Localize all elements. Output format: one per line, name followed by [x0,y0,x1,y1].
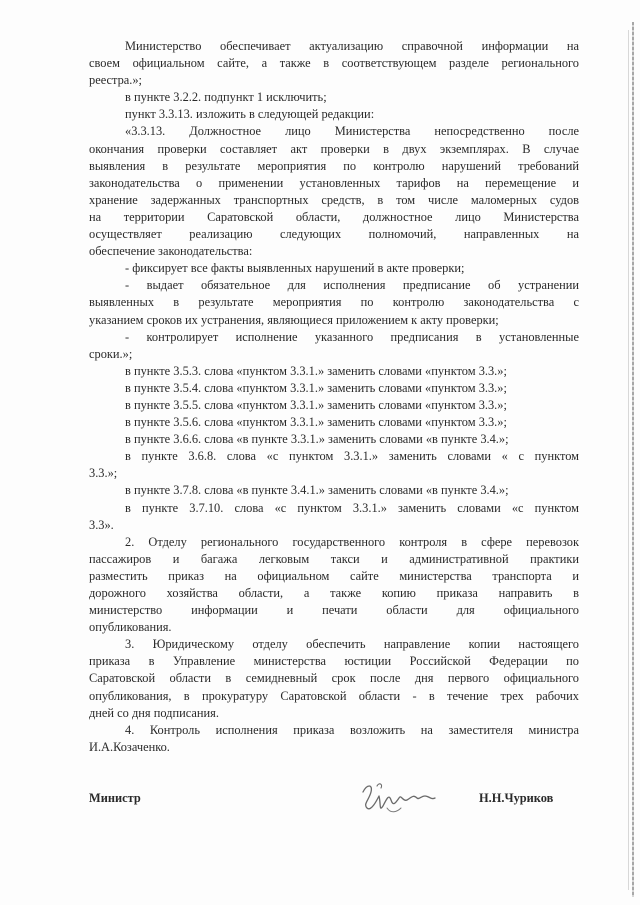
signatory-name: Н.Н.Чуриков [479,791,554,805]
text-line: законодательства о применении установленных тарифов на перемещение и [89,175,579,190]
text-line: на территории Саратовской области, должностное лицо Министерства [89,209,579,224]
text-line: реестра.»; [89,73,142,88]
text-line: в пункте 3.5.4. слова «пунктом 3.3.1.» заменить словами «пунктом 3.3.»; [125,380,507,395]
text-line: выявления в результате мероприятия по контролю нарушений требований [89,158,579,173]
text-line: в пункте 3.5.3. слова «пунктом 3.3.1.» заменить словами «пунктом 3.3.»; [125,363,507,378]
text-line: осуществляет реализацию следующих полномочий, направленных на [89,227,579,242]
scan-edge-line [628,30,629,890]
text-line: пункт 3.3.13. изложить в следующей редакции: [125,107,375,122]
order-text [89,38,579,756]
text-line: в пункте 3.5.5. слова «пунктом 3.3.1.» заменить словами «пунктом 3.3.»; [125,397,507,412]
text-line: 3.3». [89,517,114,532]
text-line: - контролирует исполнение указанного предписания в установленные [125,329,579,344]
text-line: в пункте 3.7.8. слова «в пункте 3.4.1.» заменить словами «в пункте 3.4.»; [125,483,509,498]
text-line: 2. Отделу регионального государственного контроля в сфере перевозок [125,534,579,549]
text-line: приказа в Управление министерства юстиции Российской Федерации по [89,654,579,669]
text-line: опубликования. [89,620,172,635]
text-line: пассажиров и багажа легковым такси и административной практики [89,551,579,566]
text-line: в пункте 3.6.6. слова «в пункте 3.3.1.» заменить словами «в пункте 3.4.»; [125,432,509,447]
text-line: опубликования, в прокуратуру Саратовской области - в течение трех рабочих [89,688,579,703]
text-line: сроки.»; [89,346,133,361]
text-line: 3. Юридическому отделу обеспечить направление копии настоящего [125,637,579,652]
text-line: - выдает обязательное для исполнения предписание об устранении [125,278,579,293]
text-line: разместить приказ на официальном сайте министерства транспорта и [89,568,579,583]
text-line: выявленных в результате мероприятия по контролю законодательства с [89,295,579,310]
text-line: 3.3.»; [89,466,118,481]
text-line: своем официальном сайте, а также в соответствующем разделе регионального [89,56,579,71]
signature-block [89,786,581,816]
text-line: - фиксирует все факты выявленных нарушений в акте проверки; [125,261,465,276]
text-line: Саратовской области в семидневный срок после дня первого официального [89,671,579,686]
signatory-role: Министр [89,791,141,805]
text-line: в пункте 3.5.6. слова «пунктом 3.3.1.» заменить словами «пунктом 3.3.»; [125,415,507,430]
handwritten-signature [357,778,441,818]
scan-edge-mark [632,22,634,897]
text-line: дней со дня подписания. [89,705,219,720]
text-line: обеспечение законодательства: [89,244,253,259]
text-line: министерство информации и печати области для официального [89,603,579,618]
text-line: указанием сроков их устранения, являющиеся приложением к акту проверки; [89,312,499,327]
text-line: И.А.Козаченко. [89,739,170,754]
text-line: в пункте 3.7.10. слова «с пунктом 3.3.1.» заменить словами «с пунктом [125,500,579,515]
text-line: хранение задержанных транспортных средств, в том числе маломерных судов [89,192,579,207]
text-line: «3.3.13. Должностное лицо Министерства непосредственно после [125,124,579,139]
text-line: в пункте 3.2.2. подпункт 1 исключить; [125,90,327,105]
text-line: в пункте 3.6.8. слова «с пунктом 3.3.1.» заменить словами « с пунктом [125,449,579,464]
text-line: 4. Контроль исполнения приказа возложить на заместителя министра [125,722,579,737]
text-line: Министерство обеспечивает актуализацию справочной информации на [125,39,579,53]
text-line: окончания проверки составляет акт проверки в двух экземплярах. В случае [89,141,579,156]
text-line: дорожного хозяйства области, а также копию приказа направить в [89,586,579,600]
